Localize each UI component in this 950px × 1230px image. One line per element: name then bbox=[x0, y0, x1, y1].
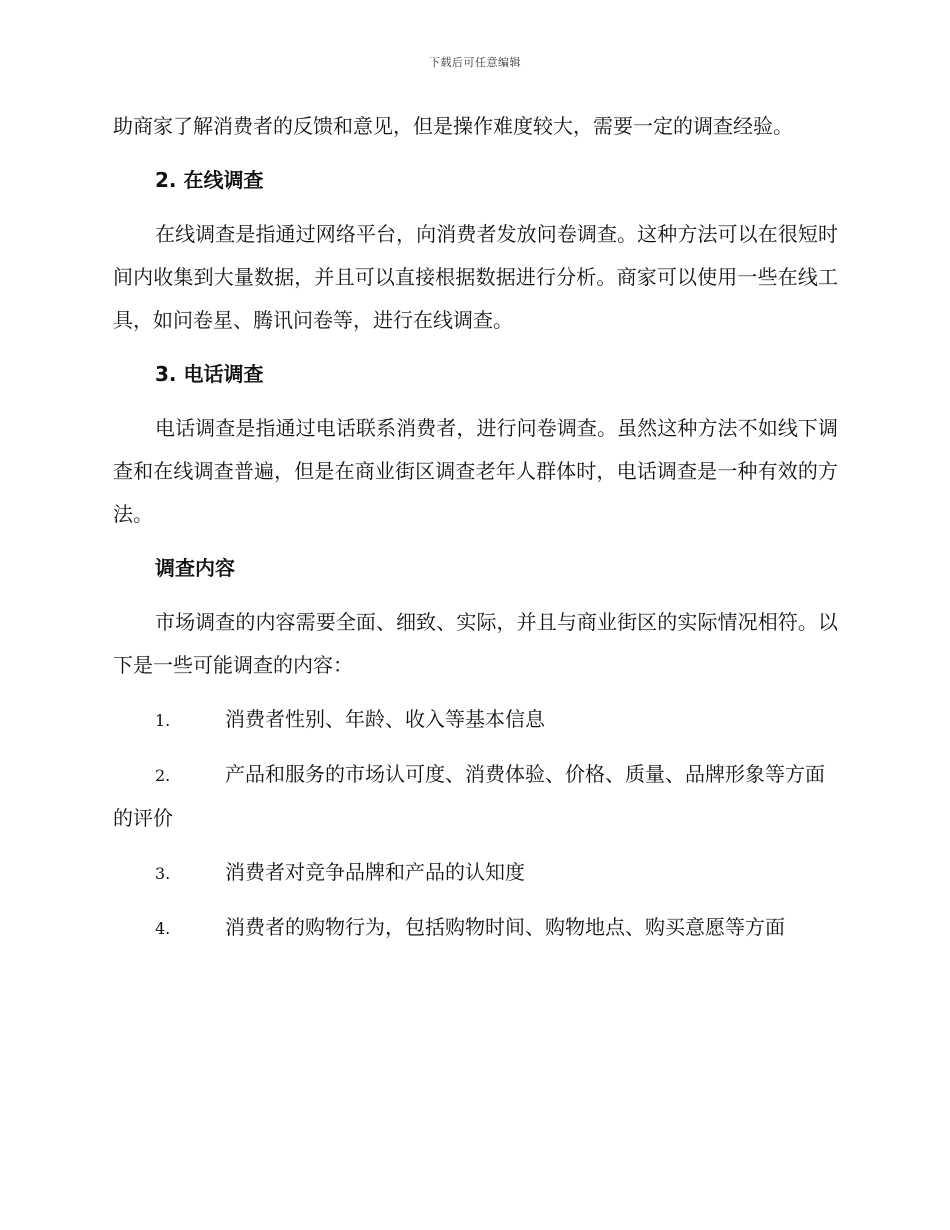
list-item-text: 消费者对竞争品牌和产品的认知度 bbox=[225, 860, 525, 884]
heading-phone-survey: 3. 电话调查 bbox=[155, 362, 264, 386]
list-item-number: 2. bbox=[155, 766, 171, 785]
paragraph-continued: 助商家了解消费者的反馈和意见，但是操作难度较大，需要一定的调查经验。 bbox=[113, 114, 793, 138]
paragraph-online-survey: 在线调查是指通过网络平台，向消费者发放问卷调查。这种方法可以在很短时间内收集到大量数据，并且可以直接根据数据进行分析。商家可以使用一些在线工具，如问卷星、腾讯问卷等，进行在线调查。 bbox=[113, 222, 838, 332]
list-item bbox=[113, 698, 838, 742]
list-item-number: 3. bbox=[155, 864, 171, 883]
list-item bbox=[113, 906, 838, 950]
page-header: 下载后可任意编辑 bbox=[429, 56, 521, 69]
paragraph-survey-content: 市场调查的内容需要全面、细致、实际，并且与商业街区的实际情况相符。以下是一些可能调查的内容： bbox=[113, 610, 838, 677]
list-item-text: 产品和服务的市场认可度、消费体验、价格、质量、品牌形象等方面的评价 bbox=[113, 762, 825, 830]
list-item-number: 1. bbox=[155, 711, 171, 730]
document-body bbox=[113, 105, 838, 961]
paragraph-phone-survey: 电话调查是指通过电话联系消费者，进行问卷调查。虽然这种方法不如线下调查和在线调查普遍，但是在商业街区调查老年人群体时，电话调查是一种有效的方法。 bbox=[113, 416, 838, 526]
list-item bbox=[113, 851, 838, 895]
list-item-number: 4. bbox=[155, 919, 171, 938]
list-item bbox=[113, 753, 838, 840]
heading-survey-content: 调查内容 bbox=[155, 556, 235, 580]
list-item-text: 消费者性别、年龄、收入等基本信息 bbox=[225, 707, 545, 731]
list-item-text: 消费者的购物行为，包括购物时间、购物地点、购买意愿等方面 bbox=[225, 915, 785, 939]
heading-online-survey: 2. 在线调查 bbox=[155, 168, 264, 192]
